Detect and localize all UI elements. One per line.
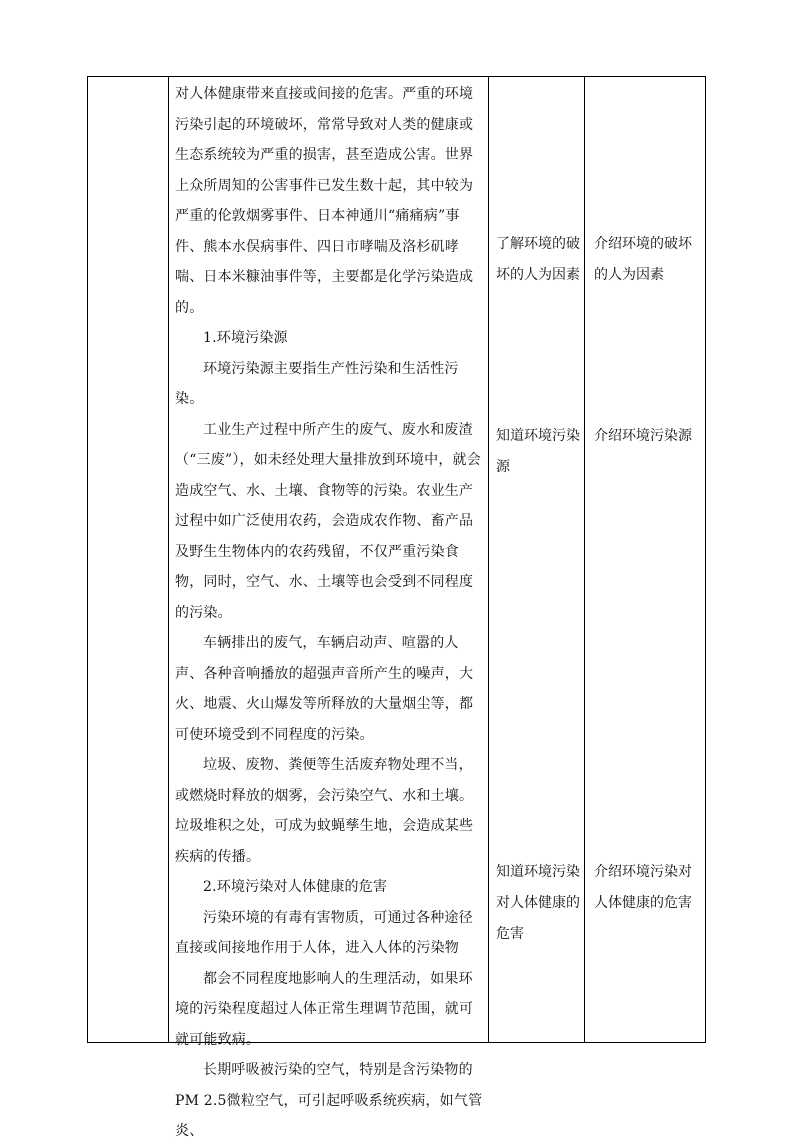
paragraph: 对人体健康带来直接或间接的危害。严重的环境污染引起的环境破坏，常常导致对人类的健康或生态系统较为严重的损害，甚至造成公害。世界上众所周知的公害事件已发生数十起，其中较为严重的伦敦烟雾事件、日本神通川“痛痛病”事件、熊本水俣病事件、四日市哮喘及洛杉矶哮喘、日本米糠油事件等，主要都是化学污染造成的。 (175, 86, 474, 316)
paragraph: 车辆排出的废气，车辆启动声、喧嚣的人声、各种音响播放的超强声音所产生的噪声，大火、地震、火山爆发等所释放的大量烟尘等，都可使环境受到不同程度的污染。 (175, 635, 474, 743)
section-heading: 1.环境污染源 (203, 330, 288, 346)
paragraph: 垃圾、废物、粪便等生活废弃物处理不当，或燃烧时释放的烟雾，会污染空气、水和土壤。垃圾堆积之处，可成为蚊蝇孳生地，会造成某些疾病的传播。 (175, 757, 474, 865)
teacher-activity-3: 介绍环境污染对人体健康的危害 (594, 864, 692, 911)
teaching-content-cell (175, 77, 483, 1147)
student-goal-3: 知道环境污染对人体健康的危害 (496, 864, 580, 942)
column-divider (584, 77, 585, 1042)
student-goal-2: 知道环境污染源 (496, 428, 580, 475)
student-goal-1: 了解环境的破坏的人为因素 (496, 236, 580, 283)
teacher-activity-2: 介绍环境污染源 (594, 428, 692, 444)
paragraph: 都会不同程度地影响人的生理活动，如果环境的污染程度超过人体正常生理调节范围，就可就可能致病。 (175, 970, 474, 1048)
lesson-table (87, 76, 706, 1139)
paragraph: 污染环境的有毒有害物质，可通过各种途径直接或间接地作用于人体，进入人体的污染物 (175, 909, 473, 956)
column-divider (488, 77, 489, 1042)
column-divider (168, 77, 169, 1042)
paragraph: 环境污染源主要指生产性污染和生活性污染。 (175, 360, 459, 407)
paragraph: 长期呼吸被污染的空气，特别是含污染物的PM 2.5微粒空气，可引起呼吸系统疾病，如气管炎、 (175, 1062, 483, 1139)
section-heading: 2.环境污染对人体健康的危害 (203, 879, 388, 895)
paragraph: 工业生产过程中所产生的废气、废水和废渣（“三废”），如未经处理大量排放到环境中，就会造成空气、水、土壤、食物等的污染。农业生产过程中如广泛使用农药，会造成农作物、畜产品及野生生物体内的农药残留，不仅严重污染食物，同时，空气、水、土壤等也会受到不同程度的污染。 (175, 421, 481, 621)
teacher-activity-1: 介绍环境的破坏的人为因素 (594, 236, 692, 283)
